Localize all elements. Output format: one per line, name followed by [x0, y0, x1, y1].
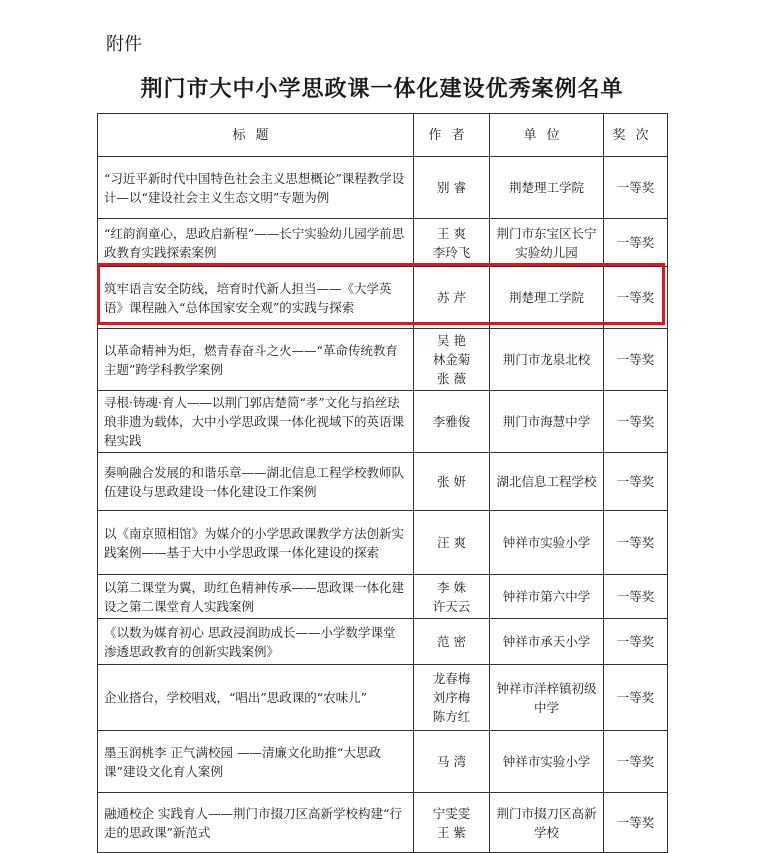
- author-name: 许天云: [432, 598, 471, 614]
- case-award: 一等奖: [604, 219, 668, 267]
- case-title: 寻根·铸魂·育人——以荆门郭店楚简“孝”文化与掐丝珐琅非遗为载体，大中小学思政课一体化视域下的英语课程实践: [98, 391, 414, 453]
- case-unit: 荆楚理工学院: [490, 157, 604, 219]
- case-authors: [414, 665, 490, 731]
- award-list-table: [97, 113, 668, 853]
- table-row: [98, 219, 668, 267]
- case-authors: [414, 575, 490, 619]
- case-title: 融通校企 实践育人——荆门市掇刀区高新学校构建“行走的思政课”新范式: [98, 793, 414, 853]
- case-authors: [414, 453, 490, 511]
- case-title: 以革命精神为炬，燃青春奋斗之火——“革命传统教育主题”跨学科教学案例: [98, 329, 414, 391]
- header-author: 作者: [414, 114, 490, 157]
- case-title: 以第二课堂为翼，助红色精神传承——思政课一体化建设之第二课堂育人实践案例: [98, 575, 414, 619]
- table-row: [98, 575, 668, 619]
- case-award: 一等奖: [604, 619, 668, 665]
- case-award: 一等奖: [604, 665, 668, 731]
- table-row: [98, 665, 668, 731]
- table-row: [98, 329, 668, 391]
- case-unit: 钟祥市承天小学: [490, 619, 604, 665]
- table-row: [98, 731, 668, 793]
- case-title: 墨玉润桃李 正气满校园 ——清廉文化助推“大思政课”建设文化育人案例: [98, 731, 414, 793]
- case-authors: [414, 511, 490, 575]
- case-unit: 荆门市海慧中学: [490, 391, 604, 453]
- author-name: 范 密: [437, 634, 466, 649]
- case-unit: 钟祥市实验小学: [490, 731, 604, 793]
- case-title: “习近平新时代中国特色社会主义思想概论”课程教学设计—以“建设社会主义生态文明”专题为例: [98, 157, 414, 219]
- attachment-label: 附件: [106, 34, 142, 55]
- case-unit: 荆门市掇刀区高新学校: [490, 793, 604, 853]
- author-name: 汪 爽: [437, 535, 466, 550]
- header-award: 奖次: [604, 114, 668, 157]
- header-unit: 单位: [490, 114, 604, 157]
- case-unit: 钟祥市洋梓镇初级中学: [490, 665, 604, 731]
- case-award: 一等奖: [604, 453, 668, 511]
- author-name: 别 睿: [437, 180, 466, 195]
- case-authors: [414, 219, 490, 267]
- author-name: 王 爽: [437, 225, 466, 241]
- author-name: 马 湾: [437, 754, 466, 769]
- author-name: 吴 艳: [437, 333, 466, 348]
- case-authors: [414, 157, 490, 219]
- case-authors: [414, 391, 490, 453]
- author-name: 张 妍: [437, 474, 466, 489]
- table-row: [98, 453, 668, 511]
- author-name: 李 姝: [437, 579, 466, 595]
- author-name: 陈方红: [432, 709, 471, 724]
- table-row: [98, 619, 668, 665]
- table-row: [98, 793, 668, 853]
- case-title: 企业搭台，学校唱戏，“唱出”思政课的“农味儿”: [98, 665, 414, 731]
- case-authors: [414, 731, 490, 793]
- table-row: [98, 391, 668, 453]
- case-award: 一等奖: [604, 329, 668, 391]
- case-title: “红韵润童心，思政启新程”——长宁实验幼儿园学前思政教育实践探索案例: [98, 219, 414, 267]
- header-title: 标题: [98, 114, 414, 157]
- case-title: 奏响融合发展的和谐乐章——湖北信息工程学校教师队伍建设与思政建设一体化建设工作案例: [98, 453, 414, 511]
- author-name: 李玲飞: [432, 244, 471, 260]
- case-unit: 钟祥市实验小学: [490, 511, 604, 575]
- case-award: 一等奖: [604, 575, 668, 619]
- case-award: 一等奖: [604, 391, 668, 453]
- table-row: [98, 267, 668, 329]
- case-title: 《以数为媒育初心 思政浸润助成长——小学数学课堂渗透思政教育的创新实践案例》: [98, 619, 414, 665]
- table-row: [98, 157, 668, 219]
- case-authors: [414, 329, 490, 391]
- case-award: 一等奖: [604, 511, 668, 575]
- case-award: 一等奖: [604, 267, 668, 329]
- case-title: 以《南京照相馆》为媒介的小学思政课教学方法创新实践案例——基于大中小学思政课一体化建设的探索: [98, 511, 414, 575]
- author-name: 龙春梅: [432, 671, 471, 686]
- case-title: 筑牢语言安全防线，培育时代新人担当——《大学英语》课程融入“总体国家安全观”的实践与探索: [98, 267, 414, 329]
- author-name: 林金菊: [432, 352, 471, 367]
- document-title: 荆门市大中小学思政课一体化建设优秀案例名单: [140, 77, 624, 102]
- case-award: 一等奖: [604, 731, 668, 793]
- case-authors: [414, 793, 490, 853]
- case-unit: 荆门市东宝区长宁实验幼儿园: [490, 219, 604, 267]
- author-name: 宁雯雯: [432, 805, 471, 821]
- author-name: 王 紫: [437, 824, 466, 840]
- case-authors: [414, 267, 490, 329]
- author-name: 李雅俊: [432, 414, 471, 429]
- case-unit: 钟祥市第六中学: [490, 575, 604, 619]
- author-name: 苏 芹: [437, 290, 466, 305]
- case-award: 一等奖: [604, 157, 668, 219]
- case-award: 一等奖: [604, 793, 668, 853]
- table-row: [98, 511, 668, 575]
- author-name: 刘序梅: [432, 690, 471, 705]
- table-header-row: [98, 114, 668, 157]
- case-unit: 荆门市龙泉北校: [490, 329, 604, 391]
- case-unit: 湖北信息工程学校: [490, 453, 604, 511]
- case-authors: [414, 619, 490, 665]
- author-name: 张 薇: [437, 371, 466, 386]
- case-unit: 荆楚理工学院: [490, 267, 604, 329]
